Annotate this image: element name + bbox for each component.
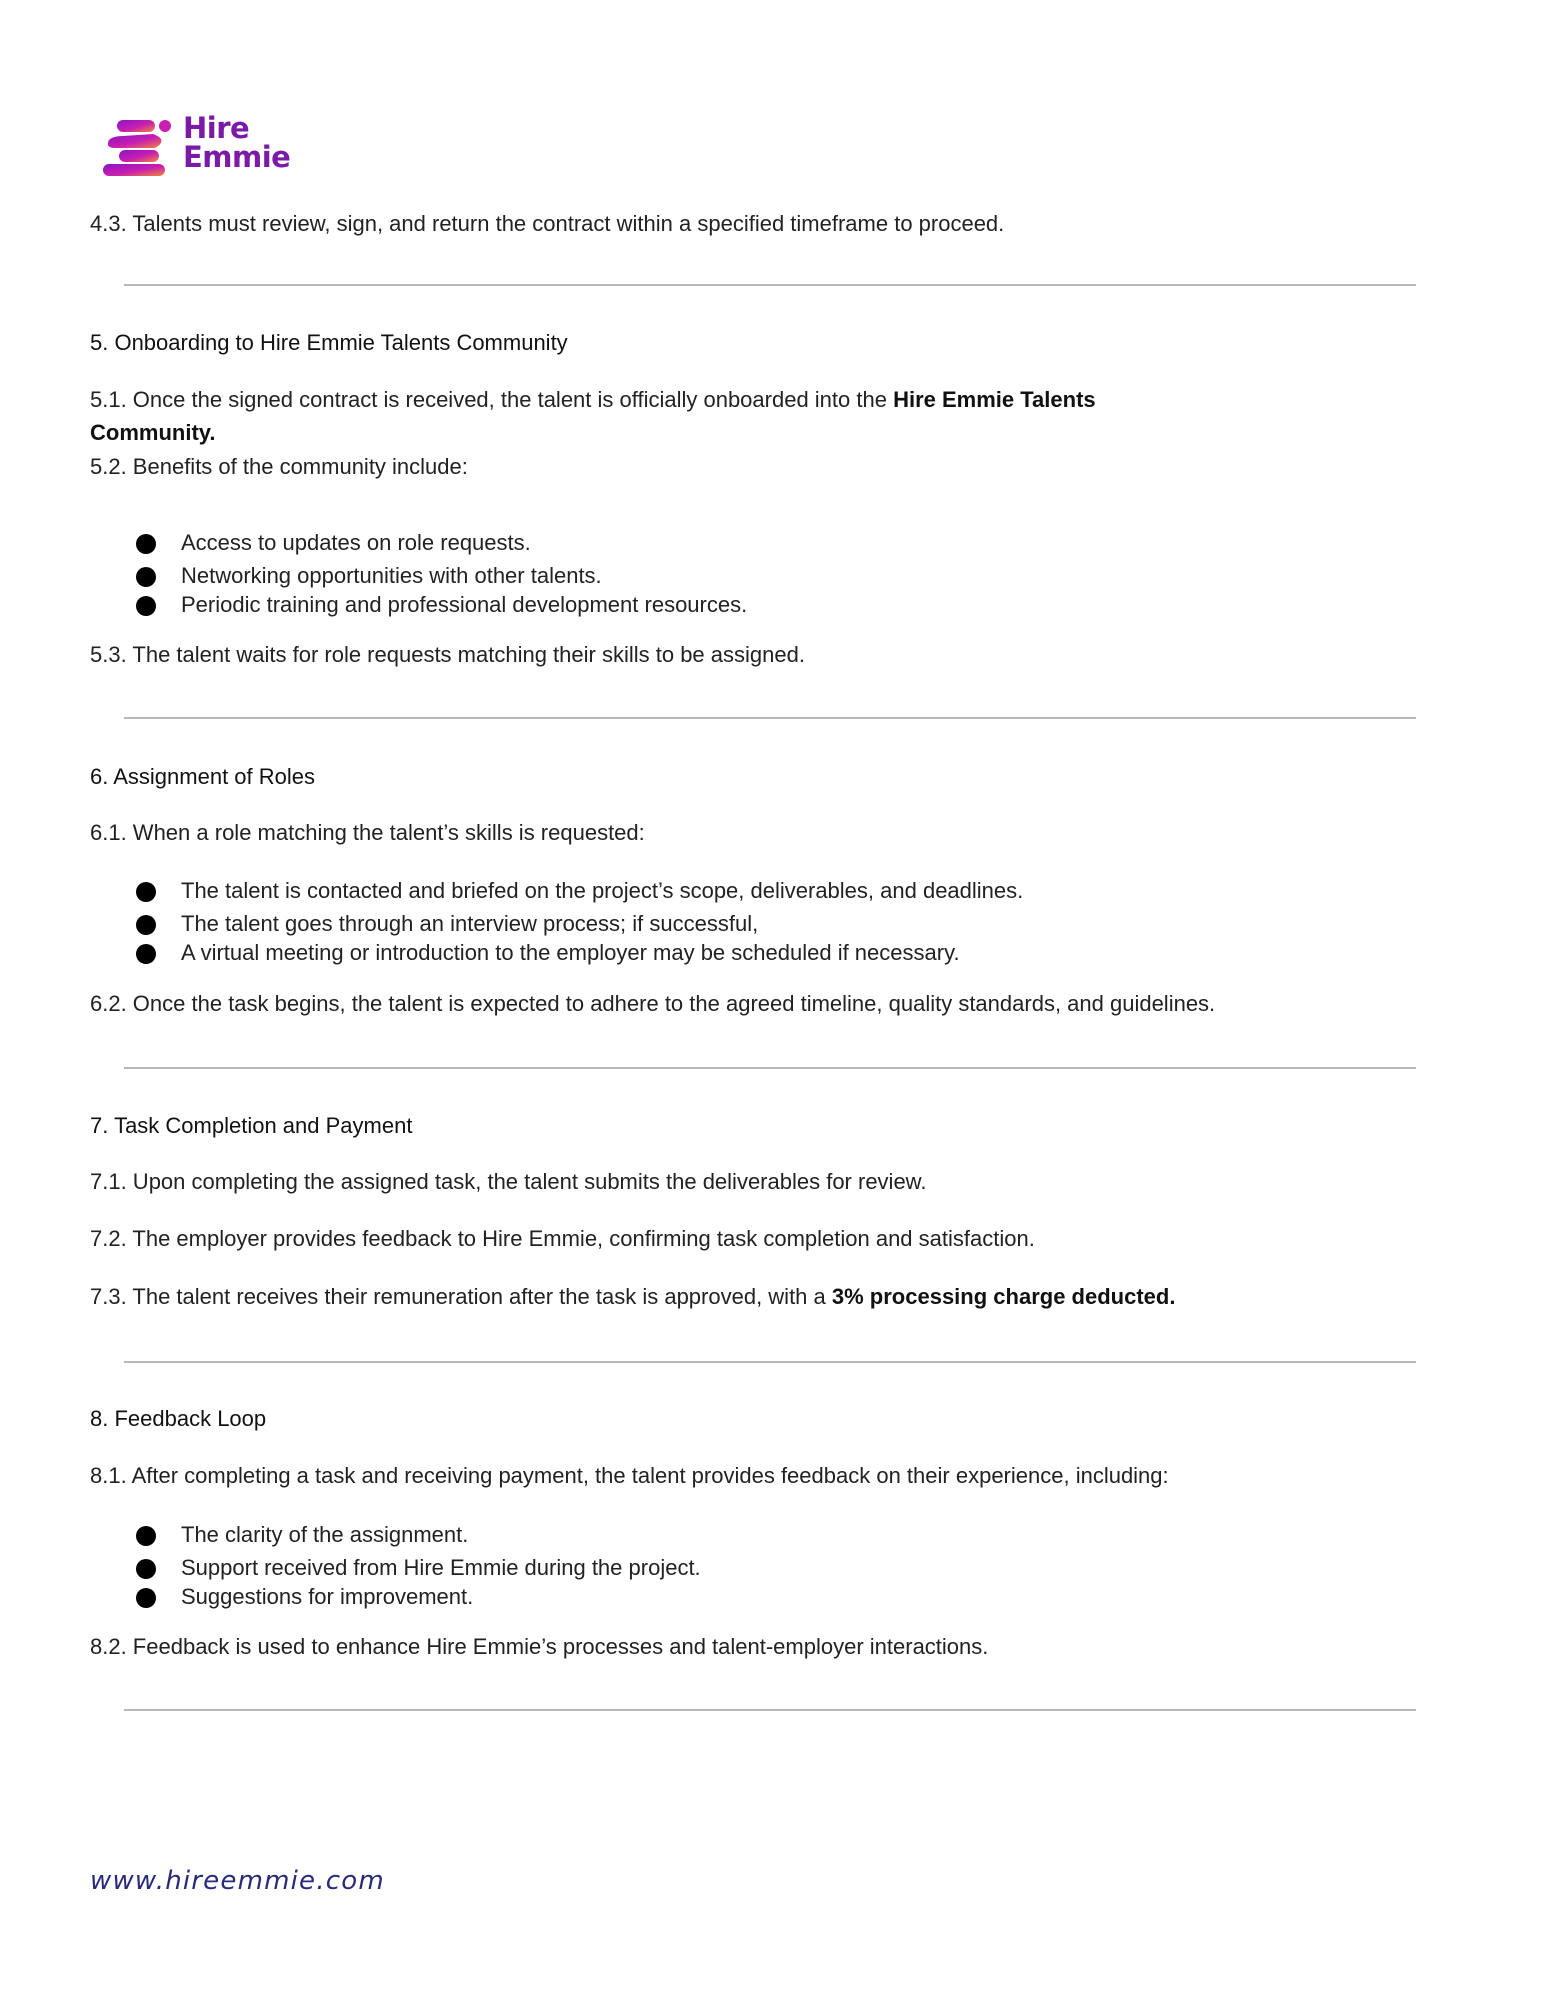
- paragraph-5-1-continued: Community.: [90, 420, 216, 445]
- paragraph-7-2: 7.2. The employer provides feedback to Hire Emmie, confirming task completion and satisfaction.: [90, 1226, 1035, 1251]
- bullet-icon: [136, 1588, 156, 1608]
- bullet-icon: [136, 1559, 156, 1579]
- hire-emmie-logo-icon: [103, 118, 175, 176]
- paragraph-4-3: 4.3. Talents must review, sign, and return the contract within a specified timeframe to proceed.: [90, 211, 1005, 236]
- logo-line-2: Emmie: [183, 140, 291, 174]
- paragraph-5-3: 5.3. The talent waits for role requests matching their skills to be assigned.: [90, 642, 805, 667]
- paragraph-8-1: 8.1. After completing a task and receiving payment, the talent provides feedback on their experience, including:: [90, 1463, 1169, 1488]
- section-divider: [124, 1361, 1416, 1363]
- bullet-icon: [136, 567, 156, 587]
- paragraph-7-3-emphasis: 3% processing charge deducted.: [831, 1284, 1176, 1309]
- paragraph-6-1: 6.1. When a role matching the talent’s skills is requested:: [90, 820, 645, 845]
- paragraph-7-1: 7.1. Upon completing the assigned task, the talent submits the deliverables for review.: [90, 1169, 927, 1194]
- bullet-icon: [136, 1526, 156, 1546]
- section-divider: [124, 717, 1416, 719]
- footer-website-link[interactable]: www.hireemmie.com: [90, 1866, 385, 1896]
- section-divider: [124, 1709, 1416, 1711]
- hire-emmie-logo: [103, 111, 303, 180]
- paragraph-7-3-text: 7.3. The talent receives their remuneration after the task is approved, with a: [90, 1284, 832, 1309]
- paragraph-6-2: 6.2. Once the task begins, the talent is expected to adhere to the agreed timeline, quality standards, and guidelines.: [90, 991, 1216, 1016]
- logo-wordmark: [183, 111, 291, 174]
- bullet-icon: [136, 596, 156, 616]
- paragraph-7-3: [90, 1280, 1175, 1313]
- section-6-heading: 6. Assignment of Roles: [90, 764, 316, 789]
- document-page: Hire Emmie 4.3. Talents must review, sign, and return the contract within a specified timeframe to proceed. 5. Onboarding to Hire Emmie Talents Community 5.1. Once the signed contract is received, the talent is officially onboarded into the Hire Emmie Talents Community. 5.2. Benefits of the community include: Access to updates on role requests. Networking opportunities with other talents. Periodic training and professional development resources. 5.3. The talent waits for role requests matching their skills to be assigned. 6. Assignment of Roles 6.1. When a role matching the talent’s skills is requested: The talent is contacted and briefed on the project’s scope, deliverables, and deadlines. The talent goes through an interview process; if successful, A virtual meeting or introduction to the employer may be scheduled if necessary. 6.2. Once the task begins, the talent is expected to adhere to the agreed timeline, quality standards, and guidelines. 7. Task Completion and Payment 7.1. Upon completing the assigned task, the talent submits the deliverables for review. 7.2. The employer provides feedback to Hire Emmie, confirming task completion and satisfaction. 7.3. The talent receives their remuneration after the task is approved, with a 3% processing charge deducted. 8. Feedback Loop 8.1. After completing a task and receiving payment, the talent provides feedback on their experience, including: The clarity of the assignment. Support received from Hire Emmie during the project. Suggestions for improvement. 8.2. Feedback is used to enhance Hire Emmie’s processes and talent-employer interactions. www.hireemmie.com: [0, 0, 1545, 2000]
- bullet-icon: [136, 915, 156, 935]
- section-divider: [124, 1067, 1416, 1069]
- paragraph-5-1-text: 5.1. Once the signed contract is received, the talent is officially onboarded into the: [90, 387, 894, 412]
- logo-line-1: Hire: [183, 111, 250, 145]
- section-8-heading: 8. Feedback Loop: [90, 1406, 267, 1431]
- bullet-icon: [136, 944, 156, 964]
- paragraph-5-1: [90, 383, 1096, 416]
- bullet-icon: [136, 534, 156, 554]
- section-7-heading: 7. Task Completion and Payment: [90, 1113, 413, 1138]
- paragraph-8-2: 8.2. Feedback is used to enhance Hire Emmie’s processes and talent-employer interactions.: [90, 1634, 989, 1659]
- paragraph-5-2: 5.2. Benefits of the community include:: [90, 454, 468, 479]
- section-divider: [124, 284, 1416, 286]
- bullet-icon: [136, 882, 156, 902]
- section-5-heading: 5. Onboarding to Hire Emmie Talents Community: [90, 330, 568, 355]
- paragraph-5-1-emphasis: Hire Emmie Talents: [893, 387, 1096, 412]
